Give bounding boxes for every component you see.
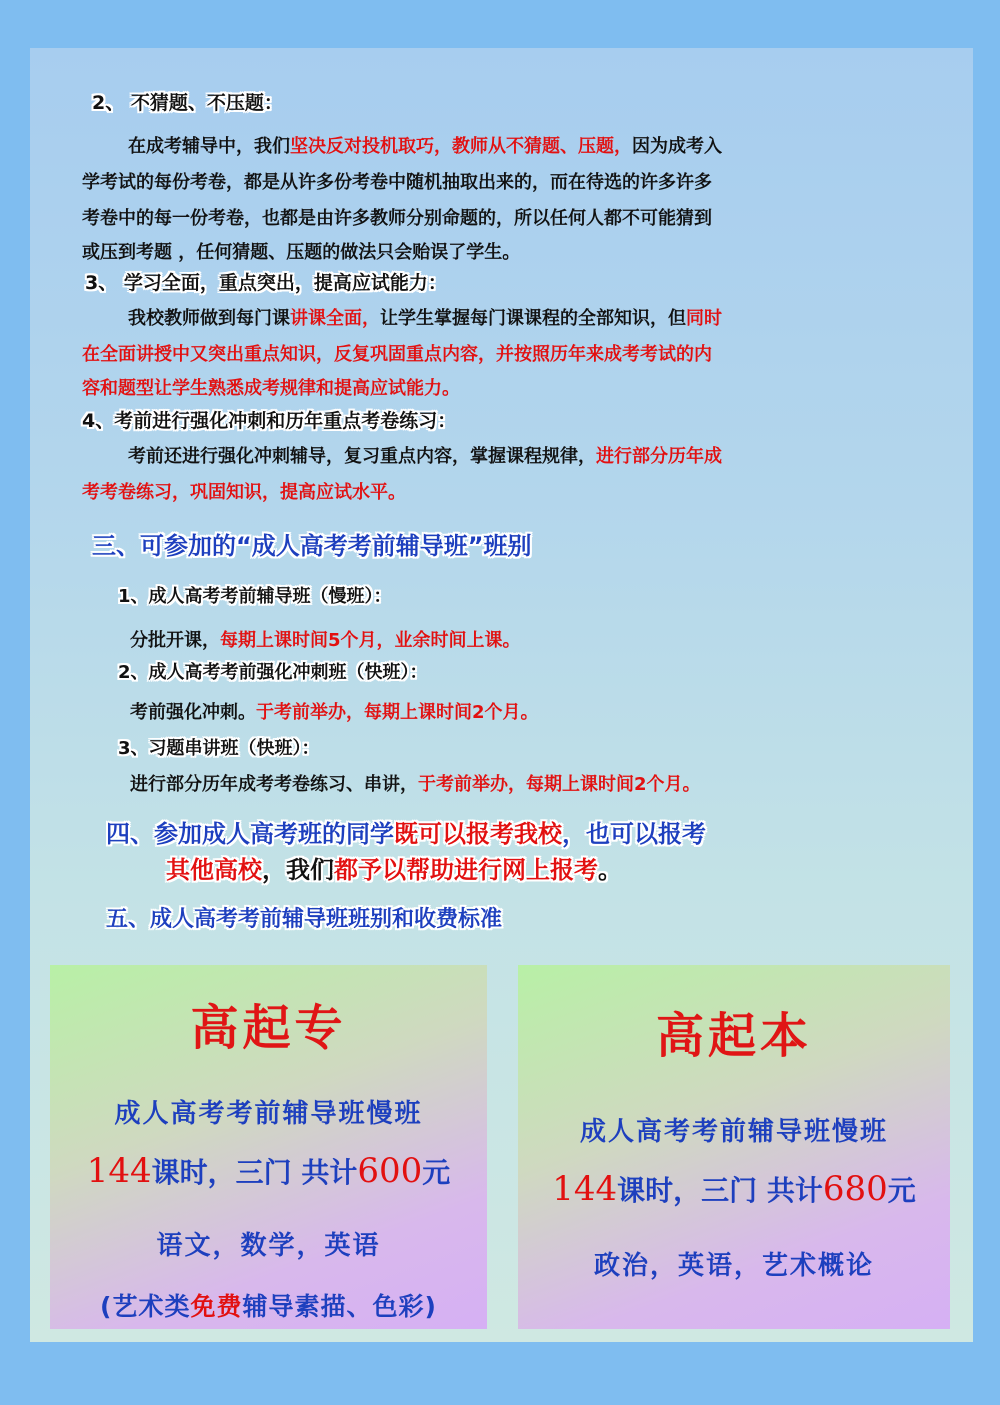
- price-value: 600: [357, 1151, 423, 1191]
- hours-value: 144: [86, 1151, 152, 1191]
- text-span: 让学生掌握每门课课程的全部知识，但: [380, 308, 686, 329]
- pricing-box-gaoqizhuan: [50, 965, 487, 1329]
- class3-heading: 3、习题串讲班（快班）：: [118, 738, 320, 759]
- price-value: 680: [822, 1169, 888, 1209]
- text-span: 因为成考入: [632, 136, 722, 157]
- text-span: ，也可以报考: [562, 820, 706, 848]
- text-span: 我校教师做到每门课: [128, 308, 290, 329]
- text-span: 元: [422, 1156, 451, 1189]
- item2-line2: 学考试的每份考卷，都是从许多份考卷中随机抽取出来的，而在待选的许多许多: [82, 172, 712, 193]
- text-span: ，我们: [262, 856, 334, 884]
- item2-line3: 考卷中的每一份考卷，也都是由许多教师分别命题的，所以任何人都不可能猜到: [82, 208, 712, 229]
- highlight-span: 于考前举办，每期上课时间2个月。: [418, 774, 701, 795]
- box-price-line: [50, 1151, 487, 1191]
- section4-line2: [166, 850, 622, 885]
- item4-line1: [128, 442, 722, 468]
- item3-heading: 3、 学习全面，重点突出，提高应试能力：: [85, 272, 447, 294]
- class2-heading: 2、成人高考考前强化冲刺班（快班）：: [118, 662, 428, 683]
- text-span: 考前强化冲刺。: [130, 702, 256, 723]
- highlight-span: 进行部分历年成: [596, 446, 722, 467]
- box-class-name: 成人高考考前辅导班慢班: [114, 1099, 423, 1129]
- class1-heading: 1、成人高考考前辅导班（慢班）：: [118, 586, 392, 607]
- text-span: 课时，三门 共计: [617, 1174, 823, 1207]
- class2-desc: [130, 698, 539, 724]
- text-span: 课时，三门 共计: [151, 1156, 358, 1189]
- item3-line3: 容和题型让学生熟悉成考规律和提高应试能力。: [82, 378, 460, 399]
- box-title: 高起本: [655, 1008, 812, 1064]
- text-span: 辅导素描、色彩): [242, 1292, 437, 1321]
- flyer-page: [30, 48, 973, 1342]
- item2-line1: [128, 132, 722, 158]
- box-subjects: 政治，英语，艺术概论: [593, 1251, 874, 1281]
- text-span: 进行部分历年成考考卷练习、串讲，: [130, 774, 418, 795]
- text-span: 考前还进行强化冲刺辅导，复习重点内容，掌握课程规律，: [128, 446, 596, 467]
- item2-line4: 或压到考题 ，任何猜题、压题的做法只会贻误了学生。: [82, 242, 521, 263]
- hours-value: 144: [552, 1169, 618, 1209]
- text-span: 元: [887, 1174, 916, 1207]
- box-price-line: [518, 1169, 950, 1209]
- text-span: 。: [598, 856, 622, 884]
- highlight-span: 免费: [190, 1292, 243, 1321]
- box-subjects: 语文，数学，英语: [156, 1231, 381, 1261]
- text-span: (艺术类: [100, 1292, 191, 1321]
- pricing-box-gaoqiben: [518, 965, 950, 1329]
- highlight-span: 于考前举办，每期上课时间2个月。: [256, 702, 539, 723]
- text-span: 分批开课，: [130, 630, 220, 651]
- item4-heading: 4、考前进行强化冲刺和历年重点考卷练习：: [82, 410, 457, 432]
- highlight-span: 既可以报考我校: [394, 820, 562, 848]
- section3-title: 三、可参加的“成人高考考前辅导班”班别: [92, 532, 532, 560]
- text-span: 四、参加成人高考班的同学: [106, 820, 394, 848]
- class1-desc: [130, 626, 521, 652]
- item3-line1: [128, 304, 722, 330]
- class3-desc: [130, 770, 701, 796]
- highlight-span: 其他高校: [166, 856, 262, 884]
- highlight-span: 每期上课时间5个月，业余时间上课。: [220, 630, 521, 651]
- section4-line1: [106, 814, 706, 849]
- box-class-name: 成人高考考前辅导班慢班: [579, 1117, 888, 1147]
- box-title: 高起专: [190, 1000, 347, 1056]
- highlight-span: 同时: [686, 308, 722, 329]
- highlight-span: 讲课全面，: [290, 308, 380, 329]
- text-span: 在成考辅导中，我们: [128, 136, 290, 157]
- section5-title: 五、成人高考考前辅导班班别和收费标准: [106, 907, 503, 932]
- item3-line2: 在全面讲授中又突出重点知识，反复巩固重点内容，并按照历年来成考考试的内: [82, 344, 712, 365]
- item4-line2: 考考卷练习，巩固知识，提高应试水平。: [82, 482, 406, 503]
- item2-heading: 2、 不猜题、不压题：: [92, 92, 283, 114]
- highlight-span: 都予以帮助进行网上报考: [334, 856, 598, 884]
- box-note: [50, 1287, 487, 1323]
- highlight-span: 坚决反对投机取巧，教师从不猜题、压题，: [290, 136, 632, 157]
